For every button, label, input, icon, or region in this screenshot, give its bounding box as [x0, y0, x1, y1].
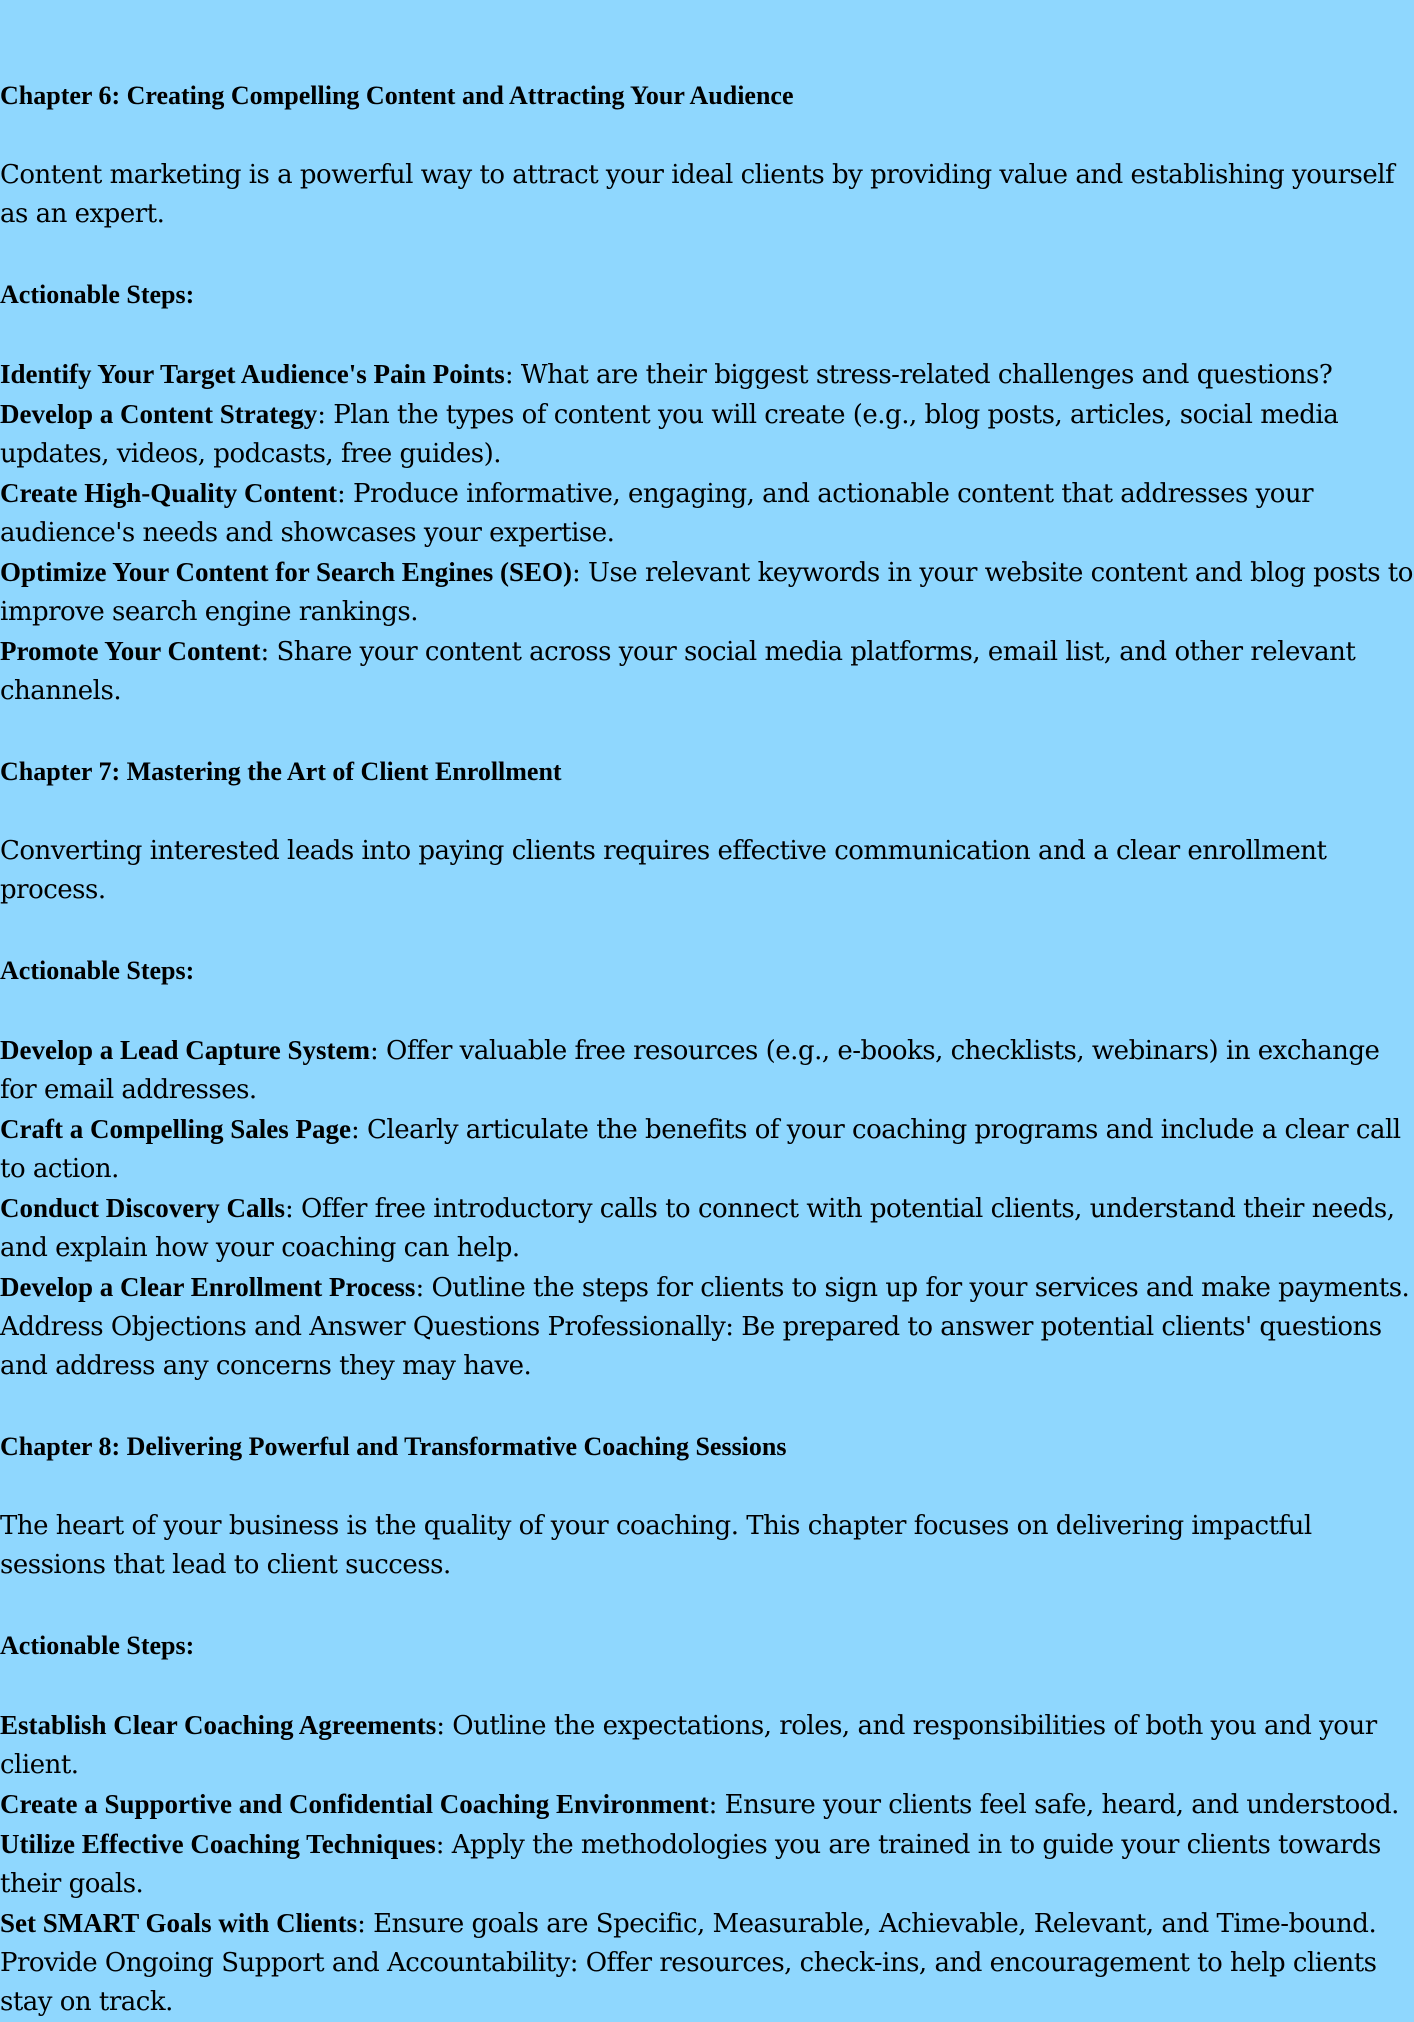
step-text: : Ensure your clients feel safe, heard, and understood. — [708, 1790, 1399, 1820]
step-item — [0, 1268, 1414, 1308]
step-item — [0, 553, 1414, 632]
step-text: Provide Ongoing Support and Accountability: Offer resources, check-ins, and encouragement to help clients stay on track. — [0, 1948, 1377, 2017]
step-text: : Produce informative, engaging, and actionable content that addresses your audience's needs and showcases your expertise. — [0, 479, 1314, 548]
step-text: : Clearly articulate the benefits of your coaching programs and include a clear call to action. — [0, 1115, 1401, 1184]
step-text: : Offer free introductory calls to connect with potential clients, understand their needs, and explain how your coaching can help. — [0, 1194, 1395, 1263]
step-item — [0, 395, 1414, 474]
step-term: Create a Supportive and Confidential Coaching Environment — [0, 1789, 709, 1819]
chapter-6 — [0, 78, 1414, 711]
chapter-heading: Chapter 6: Creating Compelling Content and Attracting Your Audience — [0, 81, 794, 110]
step-term: Optimize Your Content for Search Engines (SEO) — [0, 557, 573, 587]
step-term: Craft a Compelling Sales Page — [0, 1114, 351, 1144]
step-item — [0, 1785, 1414, 1825]
steps-list — [0, 1706, 1414, 2022]
step-item — [0, 632, 1414, 711]
steps-heading: Actionable Steps: — [0, 1631, 195, 1660]
step-item — [0, 1904, 1414, 1944]
step-text: : Outline the expectations, roles, and responsibilities of both you and your client. — [0, 1711, 1377, 1780]
step-text: : Ensure goals are Specific, Measurable, Achievable, Relevant, and Time-bound. — [357, 1909, 1377, 1939]
step-text: : Share your content across your social media platforms, email list, and other relevant channels. — [0, 637, 1356, 706]
step-item — [0, 1110, 1414, 1189]
step-text: : What are their biggest stress-related challenges and questions? — [504, 360, 1333, 390]
step-item — [0, 355, 1414, 395]
step-item — [0, 1706, 1414, 1785]
step-term: Identify Your Target Audience's Pain Points — [0, 359, 505, 389]
chapter-intro: Content marketing is a powerful way to attract your ideal clients by providing value and establishing yourself as an expert. — [0, 160, 1395, 229]
steps-heading: Actionable Steps: — [0, 280, 195, 309]
step-text: Address Objections and Answer Questions Professionally: Be prepared to answer potential clients' questions and address any concerns they may have. — [0, 1312, 1382, 1381]
chapter-heading: Chapter 7: Mastering the Art of Client Enrollment — [0, 757, 562, 786]
step-term: Promote Your Content — [0, 636, 261, 666]
chapter-intro: The heart of your business is the quality of your coaching. This chapter focuses on delivering impactful sessions that lead to client success. — [0, 1511, 1312, 1580]
step-term: Utilize Effective Coaching Techniques — [0, 1829, 436, 1859]
step-text: : Plan the types of content you will create (e.g., blog posts, articles, social media updates, videos, podcasts, free guides). — [0, 400, 1339, 469]
step-term: Create High-Quality Content — [0, 478, 337, 508]
step-item — [0, 1189, 1414, 1268]
step-term: Develop a Content Strategy — [0, 399, 318, 429]
step-item — [0, 1944, 1414, 2022]
step-item — [0, 1308, 1414, 1386]
step-text: : Use relevant keywords in your website content and blog posts to improve search engine rankings. — [0, 558, 1413, 627]
step-term: Develop a Clear Enrollment Process — [0, 1272, 416, 1302]
step-term: Develop a Lead Capture System — [0, 1035, 370, 1065]
step-text: : Outline the steps for clients to sign up for your services and make payments. — [415, 1273, 1410, 1303]
chapter-8 — [0, 1429, 1414, 2022]
step-item — [0, 474, 1414, 553]
steps-list — [0, 1031, 1414, 1386]
step-term: Conduct Discovery Calls — [0, 1193, 285, 1223]
chapter-intro: Converting interested leads into paying clients requires effective communication and a clear enrollment process. — [0, 836, 1327, 905]
steps-heading: Actionable Steps: — [0, 956, 195, 985]
step-term: Set SMART Goals with Clients — [0, 1908, 358, 1938]
step-item — [0, 1825, 1414, 1904]
chapter-heading: Chapter 8: Delivering Powerful and Transformative Coaching Sessions — [0, 1432, 787, 1461]
step-text: : Offer valuable free resources (e.g., e-books, checklists, webinars) in exchange for email addresses. — [0, 1036, 1380, 1105]
step-term: Establish Clear Coaching Agreements — [0, 1710, 437, 1740]
step-item — [0, 1031, 1414, 1110]
steps-list — [0, 355, 1414, 711]
step-text: : Apply the methodologies you are trained in to guide your clients towards their goals. — [0, 1830, 1381, 1899]
chapter-7 — [0, 754, 1414, 1386]
